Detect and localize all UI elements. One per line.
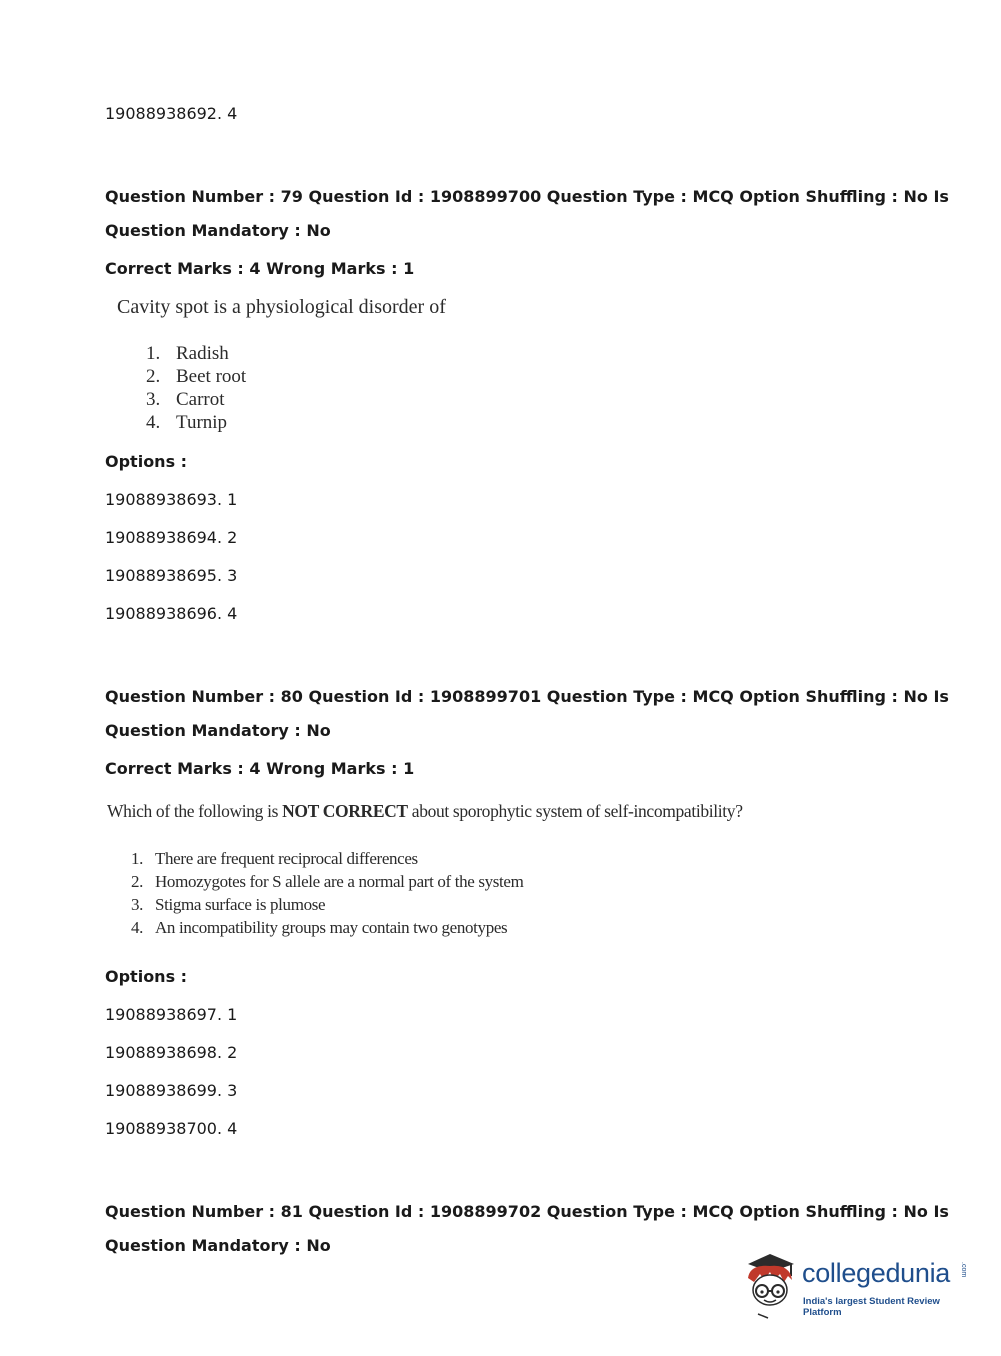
option-line: 19088938696. 4 [105, 604, 238, 623]
marks-line: Correct Marks : 4 Wrong Marks : 1 [105, 759, 415, 778]
option-line: 19088938694. 2 [105, 528, 238, 547]
choice-item: 3. Carrot [146, 389, 225, 410]
option-line: 19088938693. 1 [105, 490, 238, 509]
marks-line: Correct Marks : 4 Wrong Marks : 1 [105, 259, 415, 278]
question-header: Question Number : 81 Question Id : 1908899702 Question Type : MCQ Option Shuffling : No Is [105, 1202, 949, 1221]
choice-item: 1. Radish [146, 343, 229, 364]
question-mandatory: Question Mandatory : No [105, 1236, 331, 1255]
answer-choices [146, 342, 246, 434]
option-line: 19088938697. 1 [105, 1005, 238, 1024]
option-line: 19088938700. 4 [105, 1119, 238, 1138]
collegedunia-logo [740, 1250, 980, 1320]
answer-choices [131, 847, 523, 939]
option-line: 19088938698. 2 [105, 1043, 238, 1062]
question-text: Which of the following is NOT CORRECT about sporophytic system of self-incompatibility? [107, 801, 743, 821]
question-header: Question Number : 79 Question Id : 1908899700 Question Type : MCQ Option Shuffling : No Is [105, 187, 949, 206]
choice-item: 2. Homozygotes for S allele are a normal part of the system [131, 872, 524, 891]
choice-item: 2. Beet root [146, 366, 247, 387]
mascot-icon [740, 1250, 802, 1322]
logo-domain: .com [960, 1262, 967, 1278]
option-line: 19088938692. 4 [105, 104, 238, 123]
question-mandatory: Question Mandatory : No [105, 721, 331, 740]
choice-item: 4. An incompatibility groups may contain two genotypes [131, 918, 508, 937]
choice-item: 1. There are frequent reciprocal differences [131, 849, 418, 868]
question-text: Cavity spot is a physiological disorder of [117, 296, 446, 318]
choice-item: 4. Turnip [146, 412, 228, 433]
question-header: Question Number : 80 Question Id : 1908899701 Question Type : MCQ Option Shuffling : No Is [105, 687, 949, 706]
logo-wordmark: collegedunia [802, 1258, 951, 1288]
question-image [117, 296, 446, 319]
options-label: Options : [105, 452, 188, 471]
options-label: Options : [105, 967, 188, 986]
question-mandatory: Question Mandatory : No [105, 221, 331, 240]
question-image [107, 801, 743, 822]
logo-tagline: India's largest Student Review Platform [803, 1296, 940, 1318]
option-line: 19088938699. 3 [105, 1081, 238, 1100]
choice-item: 3. Stigma surface is plumose [131, 895, 326, 914]
option-line: 19088938695. 3 [105, 566, 238, 585]
